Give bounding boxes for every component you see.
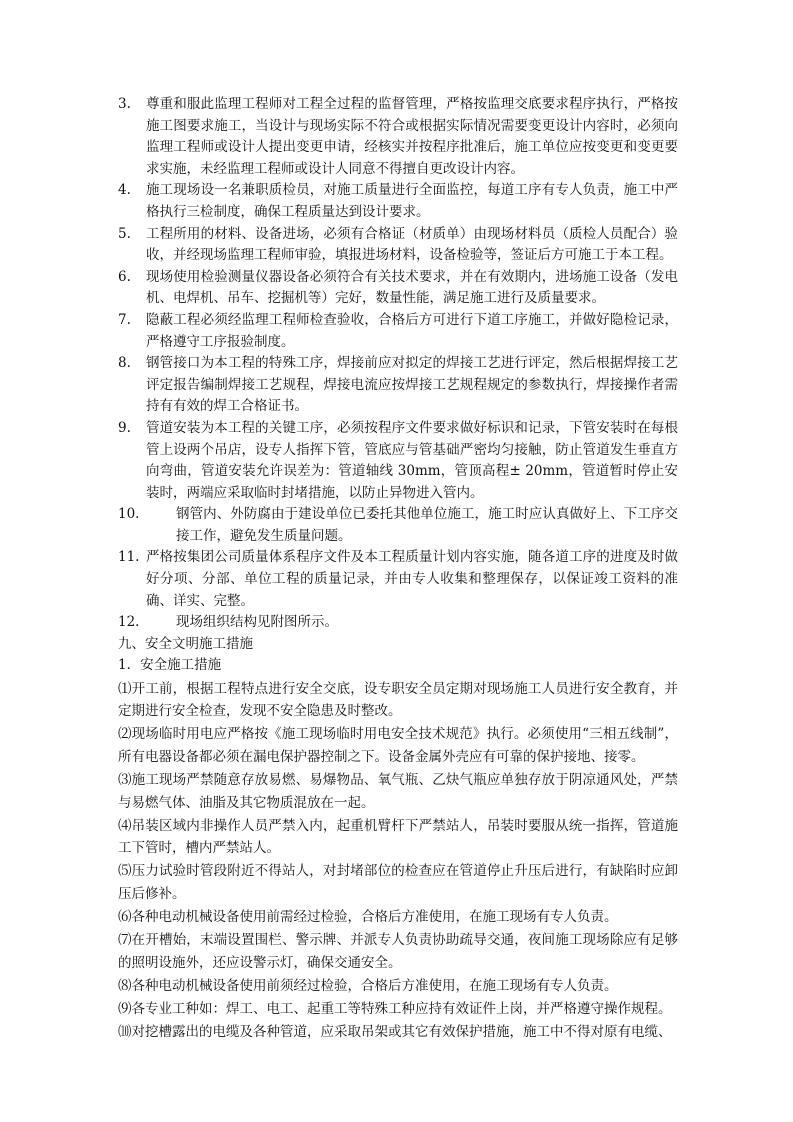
list-number: 12. — [118, 614, 140, 631]
list-text: 钢管接口为本工程的特殊工序，焊接前应对拟定的焊接工艺进行评定，然后根据焊接工艺评定报告编制焊接工艺规程，焊接电流应按焊接工艺规程规定的参数执行，焊接操作者需持有有效的焊工合格证书。 — [146, 355, 678, 415]
safety-paragraph: ⑺在开槽始，末端设置围栏、警示牌、并派专人负责协助疏导交通，夜间施工现场除应有足够的照明设施外，还应设警示灯，确保交通安全。 — [118, 932, 678, 971]
safety-paragraph: ⑷吊装区域内非操作人员严禁入内，起重机臂杆下严禁站人，吊装时要服从统一指挥，管道施工下管时，槽内严禁站人。 — [118, 817, 678, 857]
list-text: 严格按集团公司质量体系程序文件及本工程质量计划内容实施，随各道工序的进度及时做好分项、分部、单位工程的质量记录，并由专人收集和整理保存，以保证竣工资料的准确、详实、完整。 — [146, 549, 678, 609]
list-number: 6. — [118, 268, 131, 285]
safety-paragraph: ⑵现场临时用电应严格按《施工现场临时用电安全技术规范》执行。必须使用“三相五线制”，所有电器设备都必须在漏电保护器控制之下。设备金属外壳应有可靠的保护接地、接零。 — [118, 726, 678, 765]
list-number: 8. — [118, 355, 131, 372]
list-number: 10. — [118, 506, 140, 523]
list-item-5 — [118, 224, 678, 267]
list-number: 9. — [118, 419, 131, 436]
list-text: 现场组织结构见附图所示。 — [176, 614, 338, 631]
list-number: 5. — [118, 225, 131, 242]
list-item-4 — [118, 180, 678, 223]
safety-paragraph: ⑴开工前，根据工程特点进行安全交底，设专职安全员定期对现场施工人员进行安全教育，并定期进行安全检查，发现不安全隐患及时整改。 — [118, 680, 678, 720]
safety-paragraph: ⑼各专业工种如：焊工、电工、起重工等特殊工种应持有效证件上岗，并严格遵守操作规程。 — [118, 1000, 672, 1017]
list-text: 施工现场设一名兼职质检员，对施工质量进行全面监控，每道工序有专人负责，施工中严格执行三检制度，确保工程质量达到设计要求。 — [146, 182, 678, 220]
safety-paragraph: ⑽对挖槽露出的电缆及各种管道，应采取吊架或其它有效保护措施，施工中不得对原有电缆、 — [118, 1023, 672, 1040]
safety-paragraph: ⑻各种电动机械设备使用前须经过检验，合格后方准使用，在施工现场有专人负责。 — [118, 977, 618, 994]
list-item-7 — [118, 310, 678, 353]
list-item-12 — [118, 612, 678, 634]
list-number: 11. — [118, 549, 140, 566]
list-text: 工程所用的材料、设备进场，必须有合格证（材质单）由现场材料员（质检人员配合）验收，并经现场监理工程师审验，填报进场材料，设备检验等，签证后方可施工于本工程。 — [146, 225, 678, 264]
list-number: 4. — [118, 182, 131, 199]
list-item-3 — [118, 94, 678, 180]
list-number: 3. — [118, 96, 131, 112]
list-item-11 — [118, 547, 678, 612]
list-text: 尊重和服此监理工程师对工程全过程的监督管理，严格按监理交底要求程序执行，严格按施工图要求施工，当设计与现场实际不符合或根据实际情况需要变更设计内容时，必须向监理工程师或设计人提出变更申请，经核实并按程序批准后，施工单位应按变更和变更要求实施，未经监理工程师或设计人同意不得擅自更改设计内容。 — [146, 96, 678, 177]
list-item-8 — [118, 353, 678, 418]
list-text: 隐蔽工程必须经监理工程师检查验收，合格后方可进行下道工序施工，并做好隐检记录，严格遵守工序报验制度。 — [146, 311, 678, 350]
safety-paragraph: ⑹各种电动机械设备使用前需经过检验，合格后方准使用，在施工现场有专人负责。 — [118, 908, 618, 925]
list-item-10 — [118, 504, 678, 547]
list-number: 7. — [118, 311, 131, 328]
list-item-6 — [118, 267, 678, 310]
safety-paragraph: ⑶施工现场严禁随意存放易燃、易爆物品、氧气瓶、乙炔气瓶应单独存放于阴凉通风处，严禁与易燃气体、油脂及其它物质混放在一起。 — [118, 771, 678, 811]
list-text: 管道安装为本工程的关键工序，必须按程序文件要求做好标识和记录，下管安装时在每根管上设两个吊店，设专人指挥下管，管底应与管基础严密均匀接触，防止管道发生垂直方向弯曲，管道安装允许误差为：管道轴线 30mm，管顶高程± 20mm，管道暂时停止安装时，两端应采取临时封堵措施，以防止异物进入管内。 — [146, 419, 678, 501]
list-item-9 — [118, 418, 678, 504]
document-body — [118, 94, 678, 1044]
list-text: 钢管内、外防腐由于建设单位已委托其他单位施工，施工时应认真做好上、下工序交接工作，避免发生质量问题。 — [176, 506, 678, 544]
list-text: 现场使用检验测量仪器设备必须符合有关技术要求，并在有效期内，进场施工设备（发电机、电焊机、吊车、挖掘机等）完好，数量性能，满足施工进行及质量要求。 — [146, 268, 678, 307]
section-title: 九、安全文明施工措施 — [118, 635, 253, 652]
safety-paragraph: ⑸压力试验时管段附近不得站人，对封堵部位的检查应在管道停止升压后进行，有缺陷时应卸压后修补。 — [118, 863, 678, 902]
subsection-title: 1．安全施工措施 — [118, 657, 222, 674]
